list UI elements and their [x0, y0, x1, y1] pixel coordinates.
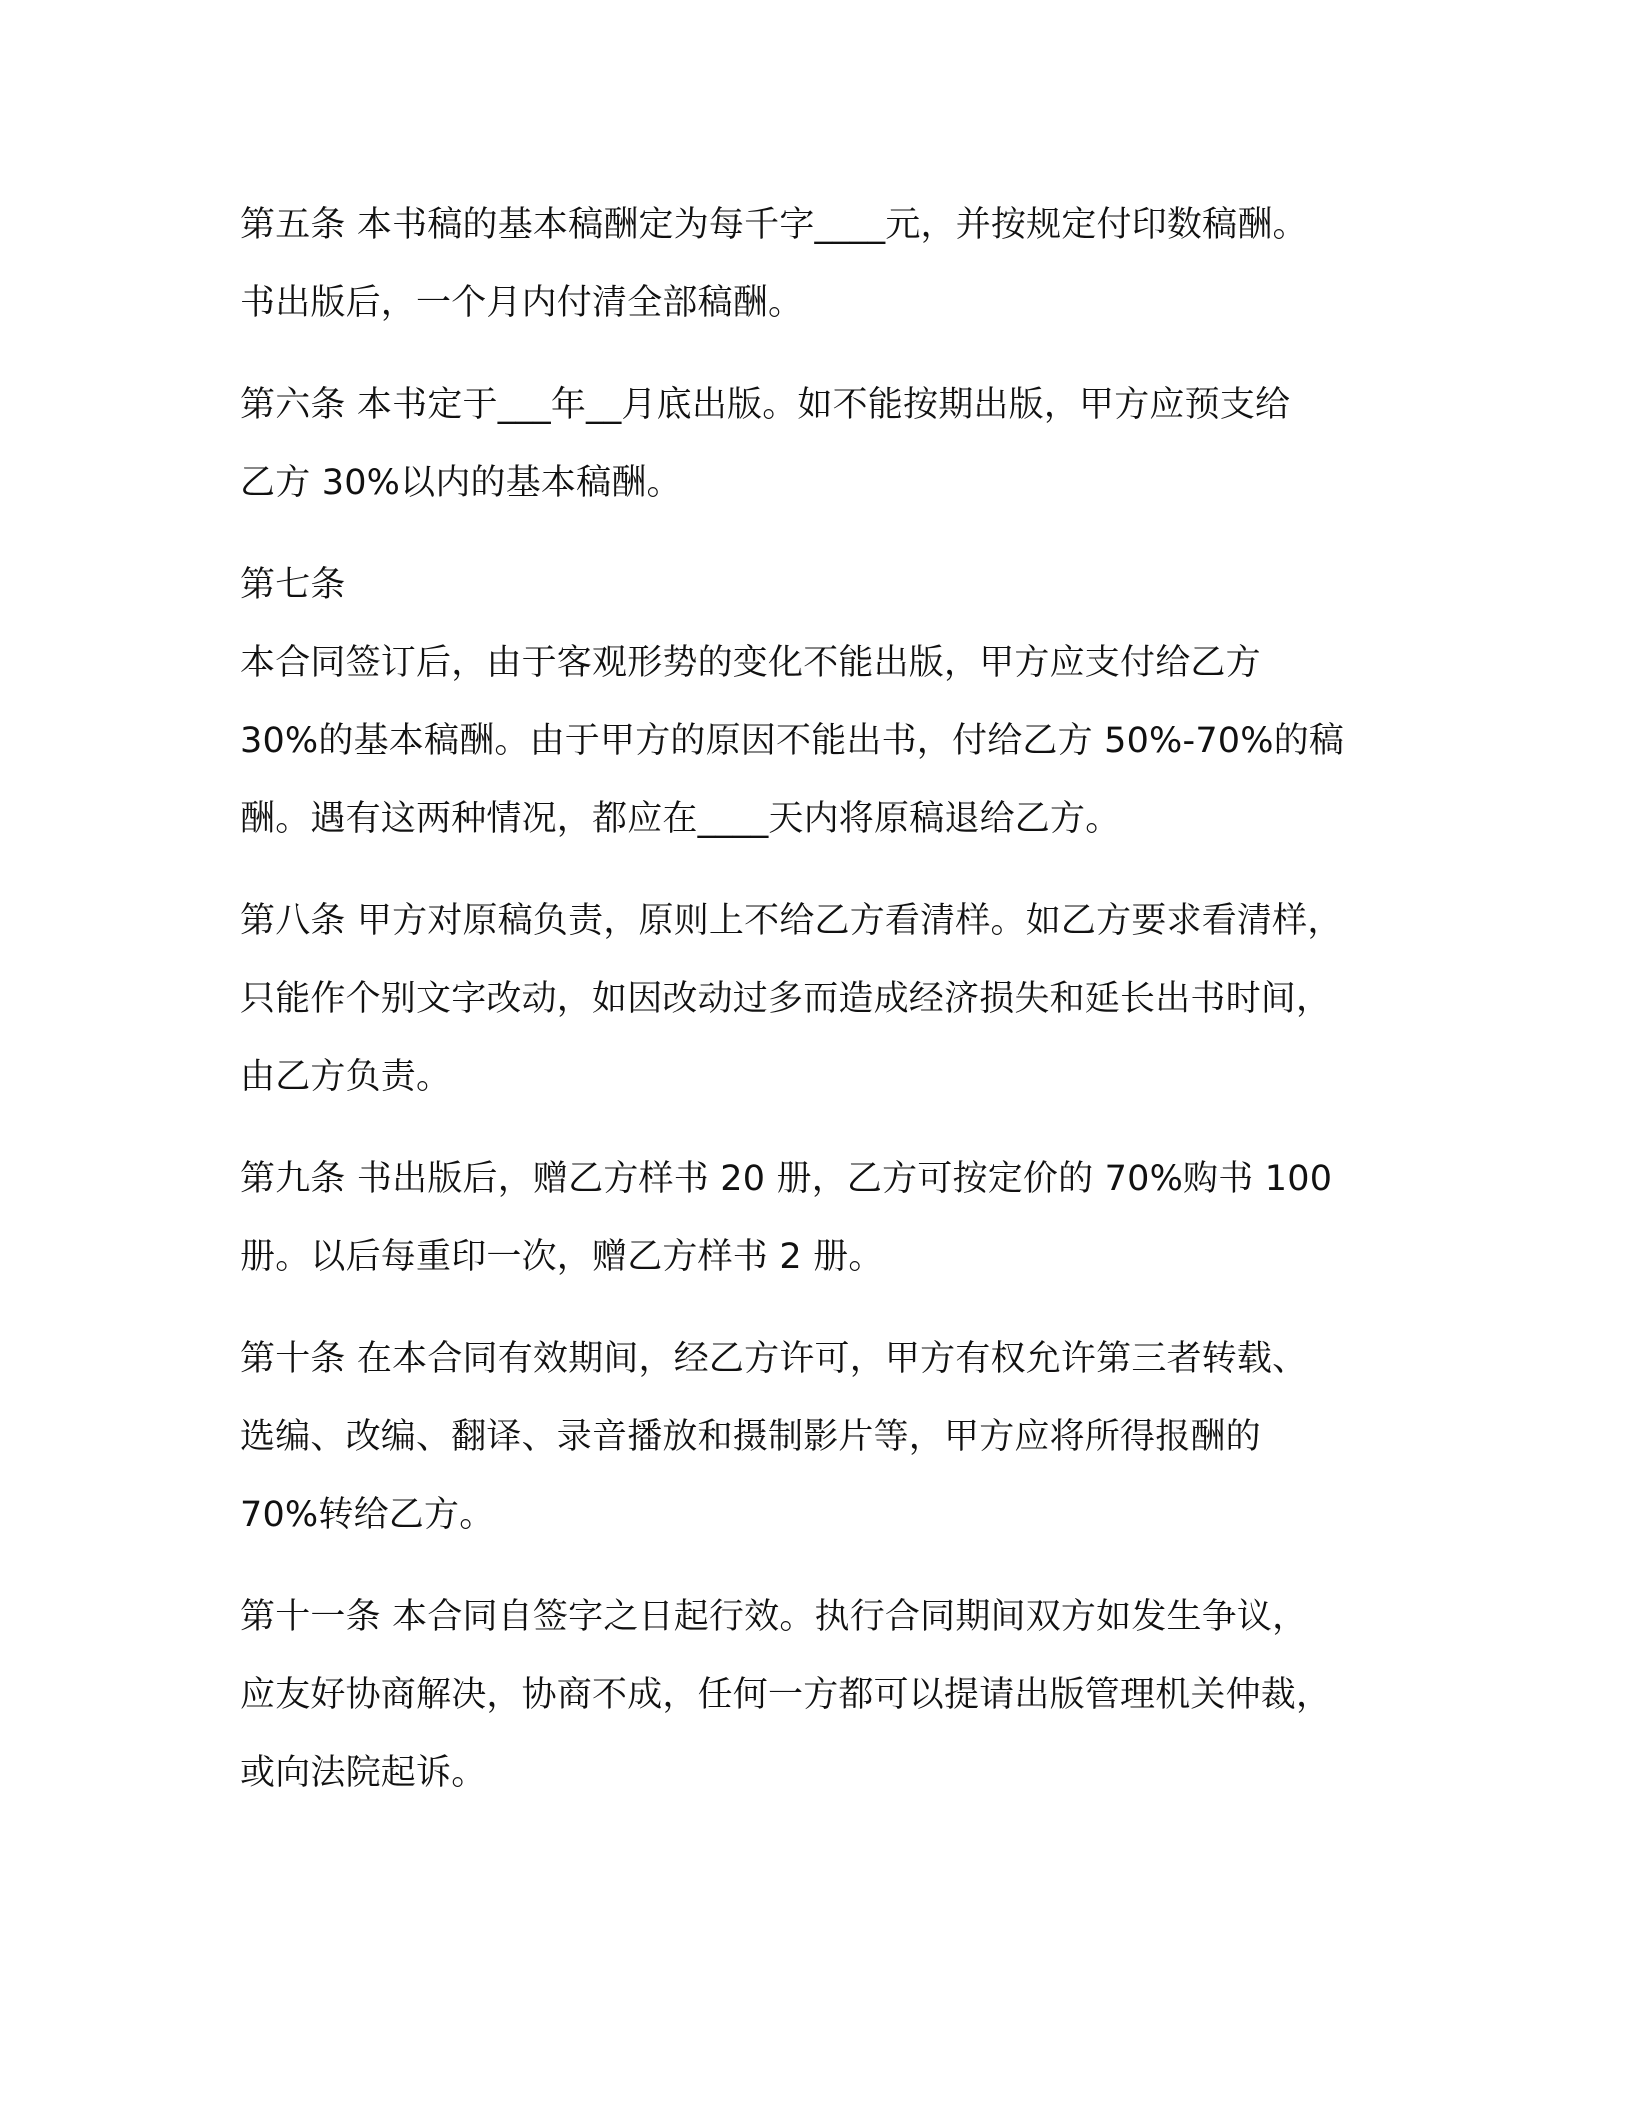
- text-line: 只能作个别文字改动，如因改动过多而造成经济损失和延长出书时间，: [240, 979, 1332, 1019]
- text-line: 由乙方负责。: [240, 1057, 452, 1097]
- text-line: 选编、改编、翻译、录音播放和摄制影片等，甲方应将所得报酬的: [240, 1417, 1261, 1457]
- text-line: 第七条: [240, 565, 346, 605]
- text-line: 70%转给乙方。: [240, 1495, 495, 1535]
- paragraph-article-7: [240, 546, 1400, 858]
- text-line: 30%的基本稿酬。由于甲方的原因不能出书，付给乙方 50%-70%的稿: [240, 721, 1345, 761]
- text-line: 乙方 30%以内的基本稿酬。: [240, 463, 682, 503]
- text-line: 第五条 本书稿的基本稿酬定为每千字____元，并按规定付印数稿酬。: [240, 205, 1308, 245]
- text-line: 或向法院起诉。: [240, 1753, 487, 1793]
- text-line: 应友好协商解决，协商不成，任何一方都可以提请出版管理机关仲裁，: [240, 1675, 1332, 1715]
- text-line: 第九条 书出版后，赠乙方样书 20 册，乙方可按定价的 70%购书 100: [240, 1159, 1333, 1199]
- text-line: 酬。遇有这两种情况，都应在____天内将原稿退给乙方。: [240, 799, 1121, 839]
- text-line: 册。以后每重印一次，赠乙方样书 2 册。: [240, 1237, 884, 1277]
- text-line: 书出版后，一个月内付清全部稿酬。: [240, 283, 804, 323]
- text-line: 本合同签订后，由于客观形势的变化不能出版，甲方应支付给乙方: [240, 643, 1261, 683]
- text-line: 第八条 甲方对原稿负责，原则上不给乙方看清样。如乙方要求看清样，: [240, 901, 1343, 941]
- paragraph-article-11: [240, 1578, 1400, 1812]
- text-line: 第十一条 本合同自签字之日起行效。执行合同期间双方如发生争议，: [240, 1597, 1308, 1637]
- paragraph-article-6: [240, 366, 1400, 522]
- paragraph-article-8: [240, 882, 1400, 1116]
- paragraph-article-5: [240, 186, 1400, 342]
- text-line: 第十条 在本合同有效期间，经乙方许可，甲方有权允许第三者转载、: [240, 1339, 1308, 1379]
- paragraph-article-9: [240, 1140, 1400, 1296]
- document-body: [240, 186, 1400, 1812]
- paragraph-article-10: [240, 1320, 1400, 1554]
- text-line: 第六条 本书定于___年__月底出版。如不能按期出版，甲方应预支给: [240, 385, 1291, 425]
